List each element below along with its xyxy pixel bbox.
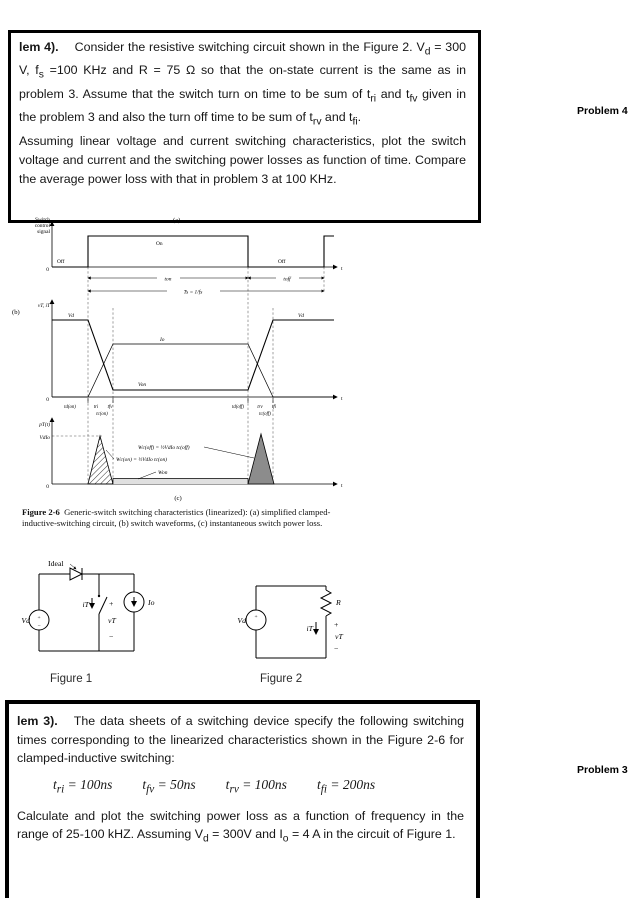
problem4-paragraph-2: Assuming linear voltage and current switching characteristics, plot the switch voltage and current and the switching power losses as function of time. Compare the average power loss with that in problem 3 at 100 KHz.: [19, 133, 466, 186]
equation-trv: $t_{rv} = 100ns$: [225, 776, 287, 796]
problem3-margin-label: Problem 3: [577, 764, 628, 776]
waveform-figure-svg: [10, 212, 350, 504]
figure-2-6: [10, 212, 350, 528]
problem3-box: [5, 700, 480, 898]
figure-1-circuit-svg: [14, 556, 174, 668]
control-signal-waveform: [52, 236, 334, 267]
fig2-it-label: iT: [306, 624, 313, 633]
problem4-title: lem 4).: [19, 40, 59, 54]
problem3-paragraph-1: [17, 712, 464, 768]
figure-2-wires: [246, 586, 331, 658]
fig1-vt-label: vT: [108, 616, 116, 625]
switch-voltage-waveform: [52, 320, 334, 390]
turn-on-power-triangle: [88, 436, 113, 484]
fig1-vd-label: Vd: [21, 616, 30, 625]
vdio-peak-label: VdIo: [39, 435, 50, 441]
equation-tri: $t_{ri} = 100ns$: [53, 776, 113, 796]
switch-waveforms-plot: [12, 300, 343, 417]
problem3-title: lem 3).: [17, 714, 58, 728]
c-zero-label: 0: [46, 484, 49, 490]
figure-2-circuit-svg: [228, 570, 358, 670]
trv-label: trv: [257, 405, 263, 410]
fig1-vt-plus: +: [109, 599, 114, 608]
control-signal-label-3: signal: [37, 229, 50, 235]
subfigure-b-tag: (b): [12, 309, 20, 316]
a-zero-label: 0: [46, 267, 49, 273]
figure-2-6-caption-number: Figure 2-6: [22, 507, 60, 517]
figure-1-caption: Figure 1: [50, 673, 93, 685]
switch-blade-icon: [99, 597, 107, 614]
switching-period-label: Ts = 1/fs: [183, 289, 203, 296]
fig2-r-label: R: [336, 598, 341, 607]
problem4-paragraph-1: [19, 38, 466, 132]
turn-off-power-triangle: [248, 434, 274, 484]
c-time-axis-label: t: [341, 483, 343, 489]
figure-2-6-caption-line-1: Generic-switch switching characteristics (linearized): (a) simplified clamped-: [64, 507, 331, 517]
ideal-diode-icon: [70, 568, 82, 580]
on-state-power-region: [113, 479, 248, 485]
problem4-text-1: Consider the resistive switching circuit shown in the Figure 2. $V_d = 300$ V, $f_s =100$ KHz and R = 75 Ω so that the on-state current is the same as in problem 3. Assume that the switch turn on time to be sum of $t_{ri}$ and $t_{fv}$ given in the problem 3 and also the turn off time to be sum of $t_{rv}$ and $t_{fi}$.: [19, 40, 466, 128]
io-label: Io: [160, 337, 165, 343]
won-label: Won: [158, 470, 168, 476]
vt-it-axis-label: vT, iT: [37, 303, 50, 309]
fig1-it-label: iT: [82, 600, 89, 609]
von-label: Von: [138, 382, 147, 388]
figure-2-6-caption: [22, 507, 350, 528]
subfigure-c-tag: (c): [174, 495, 182, 502]
td-off-label: td(off): [232, 405, 244, 410]
toff-label: toff: [283, 276, 291, 283]
tc-off-label: tc(off): [259, 412, 271, 417]
power-loss-plot: [38, 418, 343, 502]
subfigure-a-tag: (a): [173, 217, 181, 224]
fig2-vt-label: vT: [335, 632, 343, 641]
fig2-vd-label: Vd: [237, 616, 246, 625]
wc-on-label: Wc(on) = ½VdIo tc(on): [116, 457, 167, 463]
fig2-vt-minus: −: [334, 644, 339, 653]
fig1-vt-minus: −: [109, 632, 114, 641]
figure-2-caption: Figure 2: [260, 673, 303, 685]
wc-off-label: Wc(off) = ½VdIo tc(off): [138, 445, 190, 451]
a-time-axis-label: t: [341, 266, 343, 272]
control-signal-label-2: control: [34, 223, 50, 229]
ideal-label: Ideal: [48, 559, 64, 568]
dashed-guide-lines: [88, 236, 324, 484]
fig2-source-plus: +: [254, 614, 258, 620]
tc-on-label: tc(on): [96, 412, 108, 417]
resistor-icon: [321, 590, 331, 616]
fig1-source-plus: +: [37, 615, 41, 621]
on-label: On: [156, 241, 163, 247]
b-zero-label: 0: [46, 397, 49, 403]
problem4-box: [8, 30, 481, 223]
tfv-label: tfv: [107, 405, 113, 410]
equation-tfv: $t_{fv} = 50ns$: [142, 776, 196, 796]
tfi-label: tfi: [272, 405, 276, 410]
fig1-io-label: Io: [148, 598, 155, 607]
figure-2-6-caption-line-2: inductive-switching circuit, (b) switch waveforms, (c) instantaneous switch power loss.: [22, 517, 323, 528]
b-time-axis-label: t: [341, 396, 343, 402]
problem3-text-1: The data sheets of a switching device specify the following switching times corresponding to the linearized characteristics shown in the Figure 2-6 for clamped-inductive switching:: [17, 714, 464, 765]
equation-tfi: $t_{fi} = 200ns$: [316, 776, 376, 796]
problem4-margin-label: Problem 4: [577, 105, 628, 117]
off-label-right: Off: [278, 259, 286, 265]
control-signal-label-1: Switch: [35, 217, 50, 223]
problem3-paragraph-2: Calculate and plot the switching power loss as a function of frequency in the range of 25-100 kHZ. Assuming $V_d = 300V$ and $I_o = 4$ A in the circuit of Figure 1.: [17, 808, 464, 845]
vd-label-left: Vd: [68, 313, 74, 319]
switch-current-waveform: [52, 344, 334, 397]
td-on-label: td(on): [64, 405, 76, 410]
voltage-source-icon: [246, 610, 266, 630]
tri-label: tri: [93, 405, 99, 410]
off-label-left: Off: [57, 259, 65, 265]
vd-label-right: Vd: [298, 313, 304, 319]
pt-axis-label: pT(t): [39, 422, 50, 428]
switching-times-equations: [53, 776, 464, 799]
control-signal-plot: [35, 217, 343, 296]
ton-label: ton: [164, 276, 172, 283]
fig1-source-minus: −: [37, 623, 41, 629]
fig2-vt-plus: +: [334, 620, 339, 629]
